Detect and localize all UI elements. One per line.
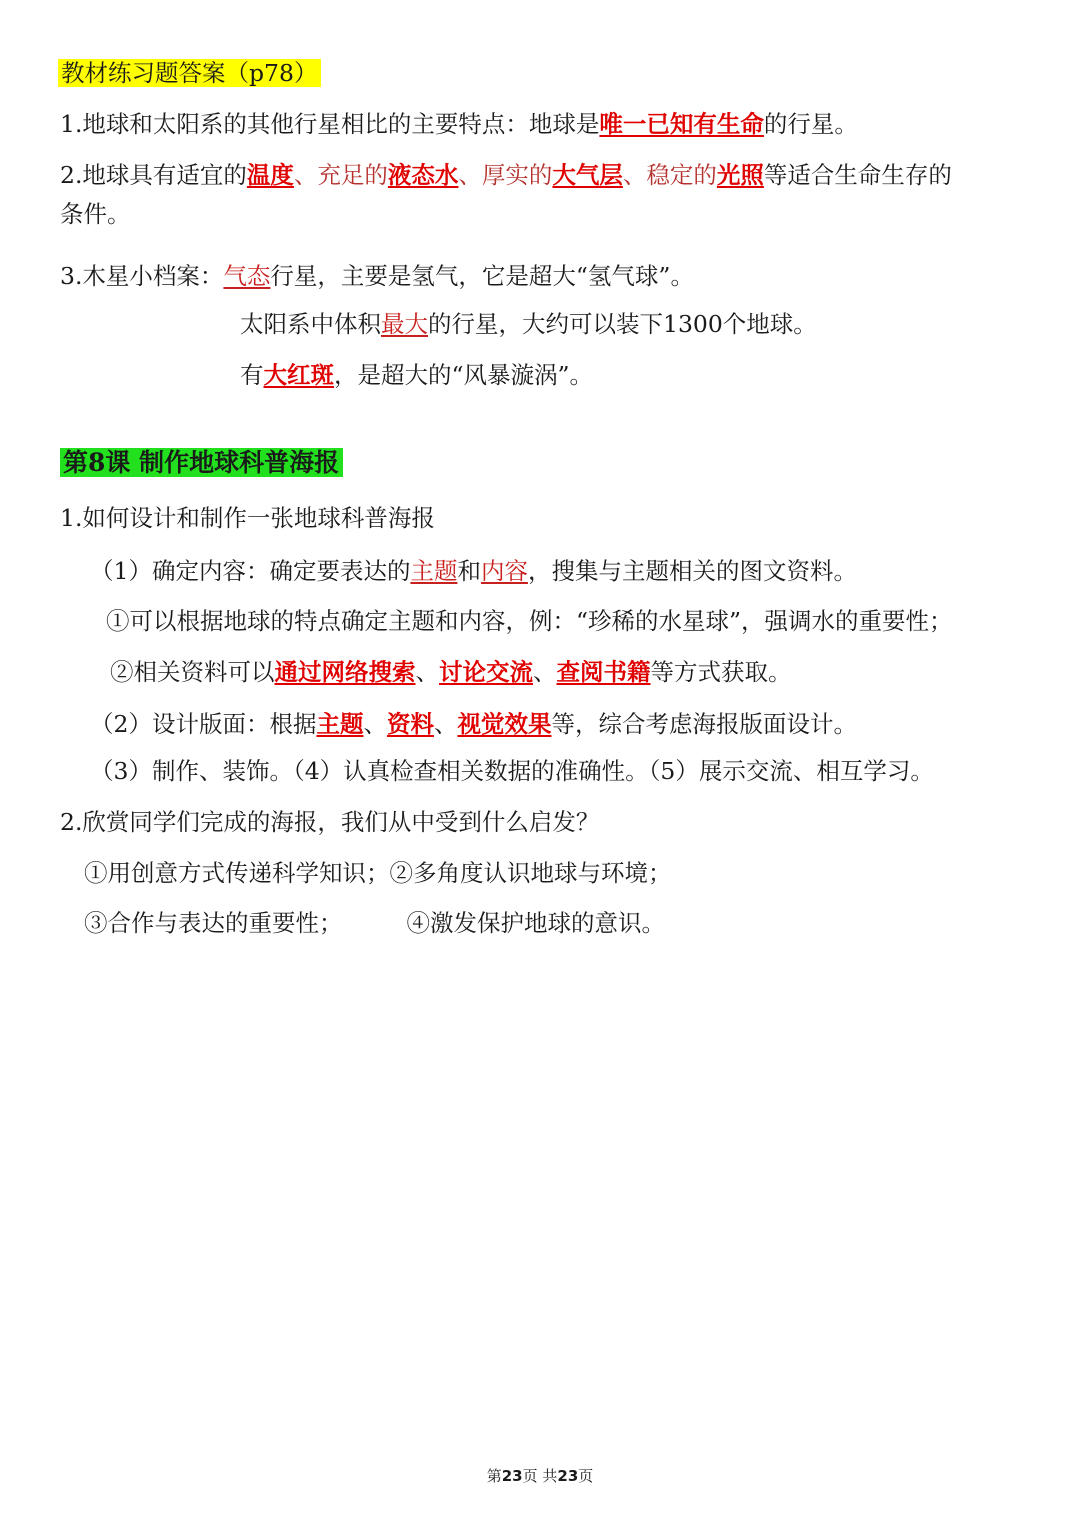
step-1-text: 和 — [457, 557, 481, 585]
section-heading-exercise-answers — [58, 56, 321, 90]
question-2-title: 2.欣赏同学们完成的海报，我们从中受到什么启发？ — [60, 808, 600, 836]
answer-1-keyword: 唯一已知有生命 — [599, 110, 764, 138]
answer-2-text: 等适合生命生存的 — [763, 161, 952, 189]
keyword-gaseous: 气态 — [223, 262, 271, 290]
keyword-theme: 主题 — [316, 710, 364, 738]
keyword-light: 光照 — [716, 161, 764, 189]
keyword-books: 查阅书籍 — [556, 658, 651, 686]
answer-3 — [60, 259, 694, 293]
separator: 、 — [415, 658, 439, 686]
keyword-great-red-spot: 大红斑 — [263, 361, 334, 389]
keyword-materials: 资料 — [386, 710, 434, 738]
answer-2-text: 2.地球具有适宜的 — [60, 161, 247, 189]
steps-3-to-5: （3）制作、装饰。（4）认真检查相关数据的准确性。（5）展示交流、相互学习。 — [90, 757, 934, 785]
answer-3-text: ，是超大的“风暴漩涡”。 — [334, 361, 594, 389]
answer-2-text: 、稳定的 — [622, 161, 717, 189]
separator: 、 — [363, 710, 387, 738]
keyword-liquid-water: 液态水 — [387, 161, 459, 189]
answer-3-line-2 — [240, 307, 817, 341]
keyword-visual-effect: 视觉效果 — [457, 710, 552, 738]
footer-text: 页 共 — [522, 1467, 558, 1485]
page-footer — [0, 1465, 1080, 1486]
step-1 — [90, 554, 857, 588]
question-2-answers-b — [84, 906, 665, 940]
keyword-largest: 最大 — [381, 310, 428, 338]
keyword-content: 内容 — [480, 557, 528, 585]
answer-2-text: 、充足的 — [293, 161, 388, 189]
step-2 — [90, 707, 857, 741]
step-2-text: 等，综合考虑海报版面设计。 — [551, 710, 857, 738]
page-number: 23 — [501, 1467, 523, 1485]
keyword-atmosphere: 大气层 — [552, 161, 623, 189]
keyword-discussion: 讨论交流 — [439, 658, 533, 686]
answer-3-item: ③合作与表达的重要性； — [84, 909, 343, 937]
step-1-text: （1）确定内容：确定要表达的 — [90, 557, 411, 585]
step-1-point-2 — [110, 655, 792, 689]
step-1-point-2-text: ②相关资料可以 — [110, 658, 275, 686]
answer-2 — [60, 158, 952, 192]
step-1-point-2-text: 等方式获取。 — [650, 658, 792, 686]
answer-1-text: 1.地球和太阳系的其他行星相比的主要特点：地球是 — [60, 110, 600, 138]
answer-2-continuation: 条件。 — [60, 200, 131, 228]
answer-3-text: 的行星，大约可以装下1300个地球。 — [428, 310, 817, 338]
lesson-8-heading — [60, 446, 343, 480]
answer-3-line-3 — [240, 358, 593, 392]
footer-text: 第 — [486, 1467, 502, 1485]
answer-4-item: ④激发保护地球的意识。 — [406, 909, 665, 937]
answer-2-text: 、厚实的 — [458, 161, 553, 189]
answer-3-text: 行星，主要是氢气，它是超大“氢气球”。 — [270, 262, 694, 290]
answer-3-text: 太阳系中体积 — [240, 310, 381, 338]
answer-3-text: 有 — [240, 361, 264, 389]
answer-3-text: 3.木星小档案： — [60, 262, 224, 290]
answer-1-suffix: 的行星。 — [763, 110, 858, 138]
keyword-web-search: 通过网络搜索 — [274, 658, 416, 686]
step-2-text: （2）设计版面：根据 — [90, 710, 317, 738]
step-1-point-1: ①可以根据地球的特点确定主题和内容，例：“珍稀的水星球”，强调水的重要性； — [106, 607, 953, 635]
question-2-answers-a: ①用创意方式传递科学知识；②多角度认识地球与环境； — [84, 859, 672, 887]
page-total: 23 — [557, 1467, 579, 1485]
separator: 、 — [433, 710, 458, 738]
keyword-theme: 主题 — [410, 557, 458, 585]
answer-1 — [60, 107, 858, 141]
heading-highlight: 第8课 制作地球科普海报 — [60, 448, 343, 477]
separator: 、 — [533, 658, 557, 686]
question-1-title: 1.如何设计和制作一张地球科普海报 — [60, 504, 435, 532]
keyword-temperature: 温度 — [246, 161, 294, 189]
footer-text: 页 — [578, 1467, 594, 1485]
heading-highlight: 教材练习题答案（p78） — [58, 59, 321, 87]
step-1-text: ，搜集与主题相关的图文资料。 — [527, 557, 857, 585]
